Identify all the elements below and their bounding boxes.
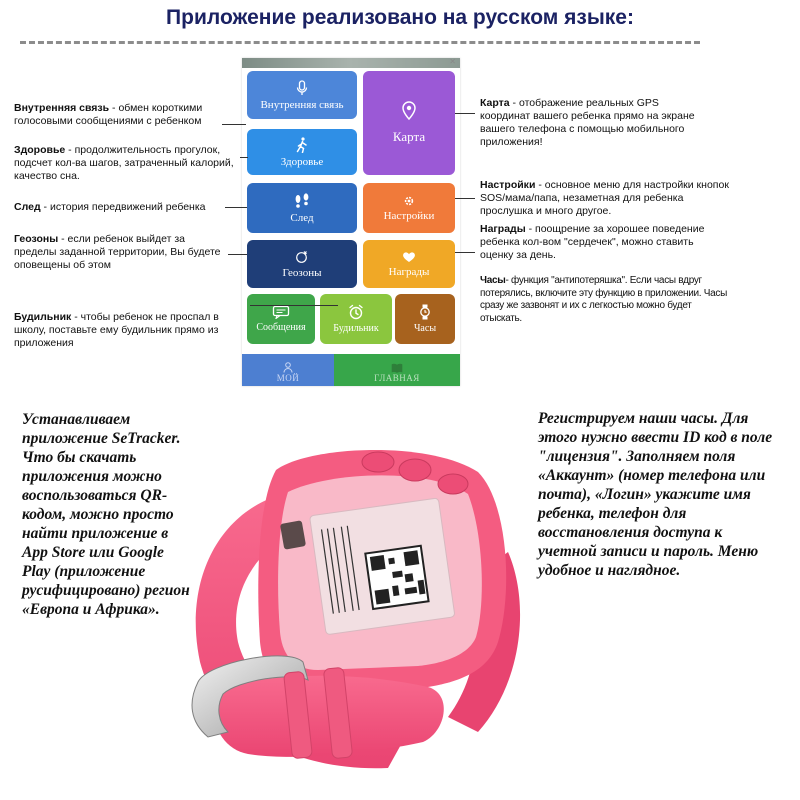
annotation-term: Награды [480,223,526,235]
annotation-term: Внутренняя связь [14,102,110,114]
tile-geofence[interactable] [247,240,357,288]
annotation-text: - поощрение за хорошее поведение ребенка кол-вом "сердечек", можно ставить оценку за день. [480,223,705,261]
annotation-watch [480,275,730,325]
tile-label: Геозоны [282,266,322,279]
annotation-map [480,97,695,149]
tile-trace[interactable] [247,183,357,233]
watch-button [362,452,394,472]
annotation-text: - чтобы ребенок не проспал в школу, поставьте ему будильник прямо из приложения [14,311,219,349]
book-icon [391,363,403,373]
leader-line [228,254,247,255]
sim-slot [280,520,306,549]
annotation-health [14,144,242,183]
watch-button [438,474,468,494]
dashed-divider [20,41,700,44]
annotation-voice-chat [14,102,239,128]
message-icon [272,305,290,319]
tile-label: Внутренняя связь [260,98,344,111]
nav-label: МОЙ [276,373,300,383]
tile-voice-chat[interactable] [247,71,357,119]
tile-label: Настройки [383,209,435,222]
map-pin-icon [401,101,417,121]
tile-label: Сообщения [256,322,306,333]
annotation-term: Будильник [14,311,72,323]
person-icon [283,362,293,373]
gear-icon [403,195,415,207]
tile-label: Часы [413,323,437,334]
alarm-clock-icon [348,304,364,320]
imei-sticker [310,498,455,635]
watch-icon [419,304,431,320]
bottom-navigation [242,354,460,386]
tile-label: Будильник [333,323,379,334]
nav-tab-main[interactable] [334,354,460,386]
annotation-text: - функция "антипотеряшка". Если часы вдруг потерялись, включите эту функцию в приложении. Часы сразу же зазвонят и их с легкостью можно будет отыскать. [480,275,727,324]
annotation-text: - история передвижений ребенка [40,201,206,213]
microphone-icon [296,80,308,96]
annotation-term: Здоровье [14,144,66,156]
annotation-awards [480,223,708,262]
annotation-term: Геозоны [14,233,59,245]
annotation-term: Настройки [480,179,536,191]
annotation-text: - продолжительность прогулок, подсчет кол-ва шагов, затраченный калорий, качество сна. [14,144,234,182]
annotation-settings [480,179,730,218]
annotation-term: След [14,201,41,213]
tile-alarm[interactable] [320,294,392,344]
heart-icon [402,251,416,263]
walking-person-icon [295,137,309,153]
annotation-term: Карта [480,97,510,109]
tile-watch[interactable] [395,294,455,344]
annotation-text: - обмен короткими голосовыми сообщениями с ребенком [14,102,203,127]
leader-line [250,305,338,306]
leader-line [455,113,475,114]
tile-map[interactable] [363,71,455,175]
install-instructions: Устанавливаем приложение SeTracker. Что бы скачать приложения можно воспользоваться QR-кодом, можно просто найти приложение в App Store или Google Play (приложение русифицировано) регион «Европа и Африка». [22,411,190,618]
page-title: Приложение реализовано на русском языке: [166,6,634,29]
watch-button [399,459,431,481]
close-icon[interactable]: ✕ [449,57,456,66]
annotation-trace [14,201,229,214]
tile-health[interactable] [247,129,357,175]
status-strip [242,58,460,68]
tile-awards[interactable] [363,240,455,288]
tile-settings[interactable] [363,183,455,233]
annotation-text: - если ребенок выйдет за пределы заданной территории, Вы будете оповещены об этом [14,233,221,271]
nav-label: ГЛАВНАЯ [374,373,420,383]
geofence-icon [295,250,309,264]
annotation-geofence [14,233,226,272]
leader-line [455,198,475,199]
tile-label: Карта [392,129,426,144]
tile-label: Награды [388,265,430,278]
tile-label: Здоровье [280,155,324,168]
tile-messages[interactable] [247,294,315,344]
app-screenshot [242,58,460,386]
nav-tab-my[interactable] [242,354,334,386]
watch-photo [178,432,533,794]
registration-instructions: Регистрируем наши часы. Для этого нужно ввести ID код в поле "лицензия". Заполняем поля «Аккаунт» (номер телефона или почта), «Логин» укажите имя ребенка, телефон для восстановления доступа к учетной записи и пароль. Меню удобное и наглядное. [538,410,773,579]
annotation-alarm [14,311,250,350]
footprints-icon [293,193,311,209]
annotation-text: - отображение реальных GPS координат вашего ребенка прямо на экране вашего телефона с помощью мобильного приложения! [480,97,695,148]
tile-label: След [290,211,314,224]
leader-line [455,252,475,253]
annotation-term: Часы [480,275,506,286]
annotation-text: - основное меню для настройки кнопок SOS/мама/папа, незаметная для ребенка прослушка и много другое. [480,179,729,217]
